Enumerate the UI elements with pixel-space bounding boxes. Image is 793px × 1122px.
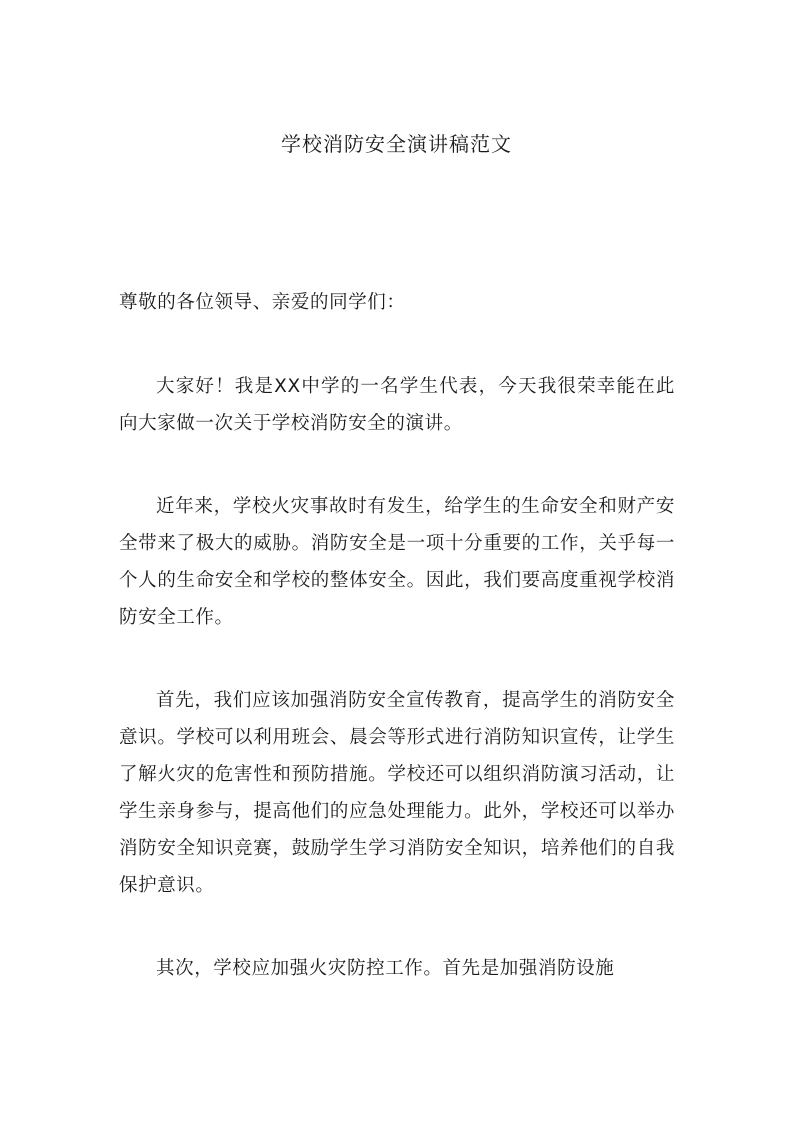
paragraph-second-point: 其次，学校应加强火灾防控工作。首先是加强消防设施 <box>156 958 615 979</box>
salutation: 尊敬的各位领导、亲爱的同学们： <box>119 292 406 313</box>
document-body <box>119 284 675 1033</box>
paragraph-background: 近年来，学校火灾事故时有发生，给学生的生命安全和财产安全带来了极大的威胁。消防安全是一项十分重要的工作，关乎每一个人的生命安全和学校的整体安全。因此，我们要高度重视学校消防安全工作。 <box>119 496 675 628</box>
paragraph-greeting: 大家好！我是XX中学的一名学生代表，今天我很荣幸能在此向大家做一次关于学校消防安全的演讲。 <box>119 376 675 434</box>
paragraph-first-point: 首先，我们应该加强消防安全宣传教育，提高学生的消防安全意识。学校可以利用班会、晨会等形式进行消防知识宣传，让学生了解火灾的危害性和预防措施。学校还可以组织消防演习活动，让学生亲身参与，提高他们的应急处理能力。此外，学校还可以举办消防安全知识竞赛，鼓励学生学习消防安全知识，培养他们的自我保护意识。 <box>119 690 675 896</box>
document-title: 学校消防安全演讲稿范文 <box>281 132 512 156</box>
